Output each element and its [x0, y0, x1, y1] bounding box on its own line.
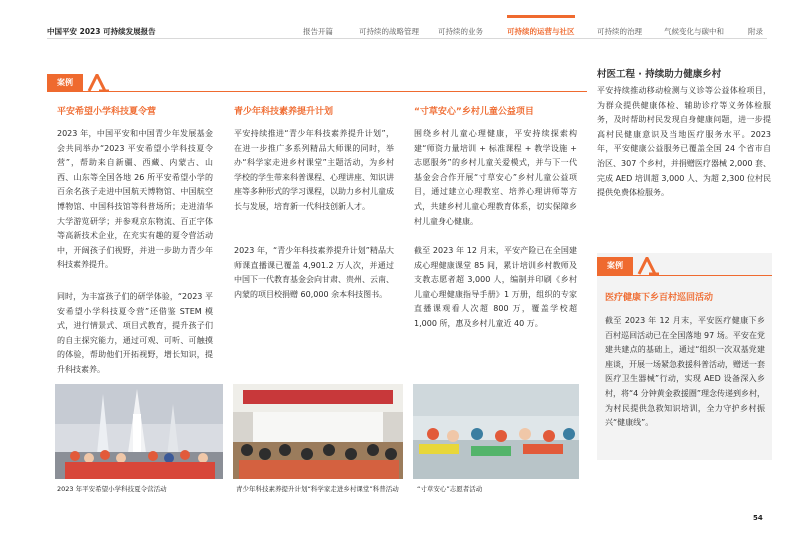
column-paragraph: 围绕乡村儿童心理健康，平安持续探索构建“师资力量培训 + 标准课程 + 教学设施 + 志愿服务”的乡村儿童关爱模式，并与下一代基金会合作开展“寸草安心”乡村儿童公益项目，通过建立心理教室、培养心理讲师等方式，共建乡村儿童心理教育体系，切实保障乡村儿童身心健康。 [414, 129, 577, 226]
classroom-caption: 青少年科技素养提升计划“科学家走进乡村课堂”科普活动 [236, 485, 399, 493]
column-paragraph: 截至 2023 年 12 月末，平安产险已在全国建成心理健康课堂 85 间，累计培训乡村教师及支教志愿者超 3,000 人，编制并印刷《乡村儿童心理健康指导手册》1 万册，组织的专家直播课观看人次超 800 万，覆盖学校超 1,000 所，惠及乡村儿童近 40 万。 [414, 246, 577, 328]
nav-item-appendix[interactable]: 附录 [748, 27, 763, 36]
ping-an-logo-icon [637, 257, 661, 275]
column-paragraph: 2023 年，“青少年科技素养提升计划”精品大师课直播课已覆盖 4,901.2 万人次，并通过中国下一代教育基金会向甘肃、贵州、云南、内蒙的项目校捐赠 60,000 余本科技图书。 [234, 246, 394, 299]
column-title-tech-literacy: 青少年科技素养提升计划 [234, 107, 334, 117]
case-divider [47, 91, 587, 92]
classroom-photo-illustration [233, 384, 403, 479]
nav-item-governance[interactable]: 可持续的治理 [597, 27, 642, 36]
rural-doctor-title: 村医工程 · 持续助力健康乡村 [597, 69, 722, 80]
nav-item-strategy[interactable]: 可持续的战略管理 [359, 27, 419, 36]
case-divider [597, 275, 772, 276]
volunteer-photo [413, 384, 579, 479]
page-number: 54 [753, 514, 763, 522]
case-tag [597, 257, 661, 275]
column-title-summer-camp: 平安希望小学科技夏令营 [57, 107, 157, 117]
summer-camp-photo [55, 384, 223, 479]
rural-doctor-paragraph: 平安持续推动移动检测与义诊等公益体检项目，为群众提供健康体检、辅助诊疗等义务体检服务，及时帮助村民发现自身健康问题，进一步提高村民健康意识及当地医疗服务水平。2023 年，平安健康公益服务已覆盖全国 24 个省市自治区、307 个乡村，并捐赠医疗器械 2,000 套、完成 AED 培训超 3,000 人、为超 2,300 位村民提供免费体检服务。 [597, 86, 771, 198]
case-label: 案例 [597, 257, 633, 275]
volunteer-photo-illustration [413, 384, 579, 479]
active-nav-indicator [507, 15, 575, 18]
medical-case-title: 医疗健康下乡百村巡回活动 [605, 293, 714, 303]
case-label: 案例 [47, 74, 83, 92]
report-header [0, 0, 809, 44]
nav-item-business[interactable]: 可持续的业务 [438, 27, 483, 36]
column-title-cuncao-anxin: “寸草安心”乡村儿童公益项目 [414, 107, 534, 117]
classroom-photo [233, 384, 403, 479]
header-divider [47, 38, 767, 39]
column-paragraph: 平安持续推进“青少年科技素养提升计划”，在进一步推广多系列精品大师课的同时，举办“科学家走进乡村课堂”主题活动，为乡村学校的学生带来科普课程、心理讲座、知识讲座等多种形式的学习课程，以助力乡村儿童成长与发展，培育新一代科技创新人才。 [234, 129, 394, 211]
ping-an-logo-icon [87, 74, 111, 92]
column-paragraph: 2023 年，中国平安和中国青少年发展基金会共同举办“2023 平安希望小学科技夏令营”，帮助来自新疆、西藏、内蒙古、山西、山东等全国各地 26 所平安希望小学的百余名孩子走进中国航天博物馆、中国航空博物馆、中国科技馆等科普场所；走进清华大学游览研学；并参观京东物流、百正字体等高新技术企业，在充实有趣的夏令营活动中，开阔孩子们视野，并进一步助力青少年科技素养提升。 [57, 129, 213, 270]
case-tag [47, 74, 111, 92]
nav-item-operations-community[interactable]: 可持续的运营与社区 [507, 27, 575, 36]
nav-item-opening[interactable]: 报告开篇 [303, 27, 333, 36]
report-title: 中国平安 2023 可持续发展报告 [47, 27, 156, 36]
summer-camp-caption: 2023 年平安希望小学科技夏令营活动 [57, 485, 167, 493]
summer-camp-photo-illustration [55, 384, 223, 479]
nav-item-climate[interactable]: 气候变化与碳中和 [664, 27, 724, 36]
volunteer-caption: “寸草安心”志愿者活动 [417, 485, 483, 493]
column-paragraph: 同时，为丰富孩子们的研学体验，“2023 平安希望小学科技夏令营”还借鉴 STEM 模式，进行情景式、项目式教育，提升孩子们的自主探究能力，通过可观、可听、可触摸的体验，帮助他们开拓视野，增长知识，提升科技素养。 [57, 292, 213, 374]
medical-case-paragraph: 截至 2023 年 12 月末，平安医疗健康下乡百村巡回活动已在全国落地 97 场。平安在党建共建点的基础上，通过“组织一次双基党建座谈，开展一场紧急救援科普活动，赠送一套医疗卫生器械”行动，实现 AED 设备深入乡村，将“4 分钟黄金救援圈”理念传递到乡村，为村民提供急救知识培训，全力守护乡村振兴“健康线”。 [605, 316, 765, 428]
